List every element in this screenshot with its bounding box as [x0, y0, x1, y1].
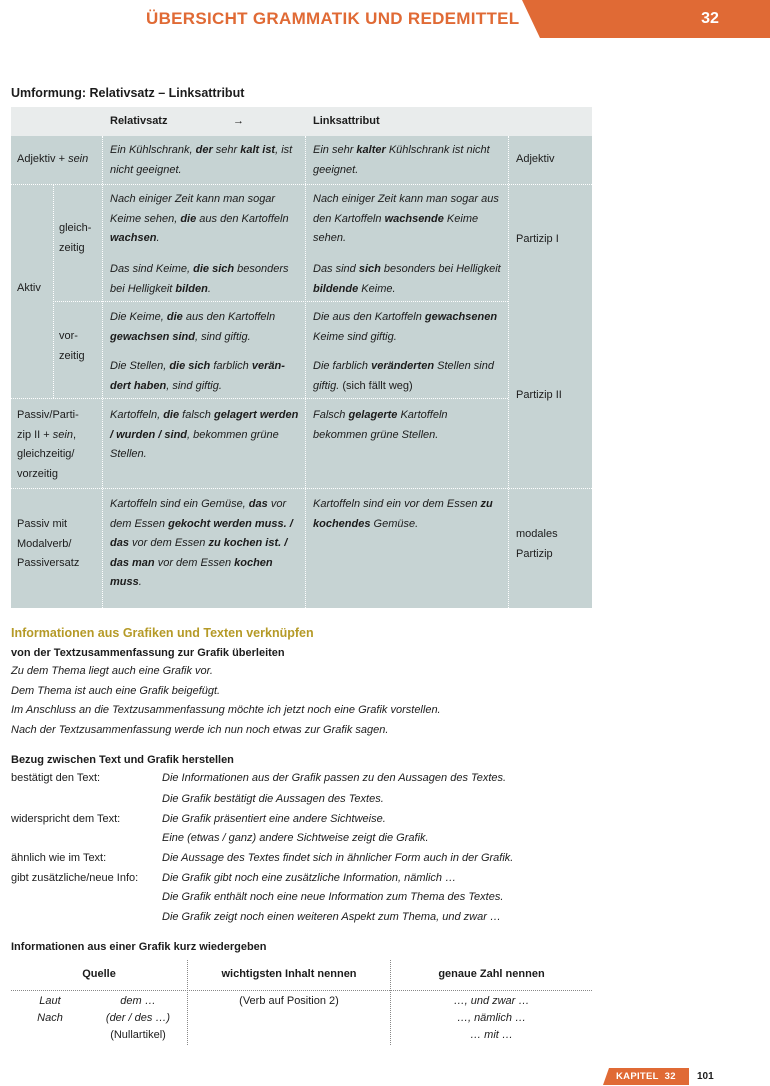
divider [11, 488, 592, 489]
quelle-nullartikel: (Nullartikel) [110, 1029, 166, 1041]
divider [305, 136, 306, 608]
section-title-umformung: Umformung: Relativsatz – Linksattribut [11, 86, 245, 100]
zahl-naemlich: …, nämlich … [456, 1012, 527, 1024]
modal-relativsatz: Kartoffeln sind ein Gemüse, das vor dem Essen gekocht werden muss. / das vor dem Essen zu kochen ist. / das man vor dem Essen kochen muss. [110, 498, 293, 588]
adjektiv-linksattribut: Ein sehr kalter Kühlschrank ist nicht geeignet. [313, 144, 490, 176]
subheading-wiedergeben: Informationen aus einer Grafik kurz wiedergeben [11, 941, 267, 953]
vorzeitig-linksattribut-1: Die aus den Kartoffeln gewachsenen Keime sind giftig. [313, 311, 498, 343]
gleichzeitig-relativsatz-2: Das sind Keime, die sich besonders bei Helligkeit bilden. [110, 263, 289, 295]
bezug-label: ähnlich wie im Text: [11, 852, 107, 864]
quelle-der-des: (der / des …) [105, 1012, 171, 1024]
divider [53, 301, 508, 302]
gleichzeitig-linksattribut-2: Das sind sich besonders bei Helligkeit bildende Keime. [313, 263, 501, 295]
row-label-gleichzeitig: gleich- zeitig [59, 222, 92, 254]
modal-type: modales Partizip [516, 528, 558, 560]
header-band [522, 0, 770, 38]
bezug-label: widerspricht dem Text: [11, 813, 121, 825]
header-arrow: → [233, 115, 244, 127]
bezug-phrase: Die Grafik zeigt noch einen weiteren Aspekt zum Thema, und zwar … [162, 911, 501, 923]
divider [11, 184, 592, 185]
vorzeitig-linksattribut-2: Die farblich veränderten Stellen sind giftig. (sich fällt weg) [313, 360, 494, 392]
quelle-nach: Nach [37, 1012, 63, 1024]
divider [53, 184, 54, 398]
adjektiv-relativsatz: Ein Kühlschrank, der sehr kalt ist, ist nicht geeignet. [110, 144, 293, 176]
table-header-row [11, 107, 592, 136]
bezug-label: bestätigt den Text: [11, 772, 101, 784]
vorzeitig-relativsatz-2: Die Stellen, die sich farblich verän-dert haben, sind giftig. [110, 360, 285, 392]
zahl-header: genaue Zahl nennen [438, 968, 545, 980]
quelle-dem: dem … [120, 995, 156, 1007]
page-number: 101 [697, 1071, 714, 1082]
quelle-laut: Laut [39, 995, 61, 1007]
divider [102, 136, 103, 608]
subheading-bezug: Bezug zwischen Text und Grafik herstellen [11, 754, 234, 766]
row-label-adjektiv: Adjektiv + sein [17, 153, 89, 165]
bezug-phrase: Die Grafik gibt noch eine zusätzliche Information, nämlich … [162, 872, 457, 884]
gleichzeitig-relativsatz-1: Nach einiger Zeit kann man sogar Keime sehen, die aus den Kartoffeln wachsen. [110, 193, 289, 244]
gleichzeitig-linksattribut-1: Nach einiger Zeit kann man sogar aus den Kartoffeln wachsende Keime sehen. [313, 193, 499, 244]
partizip-1-label: Partizip I [516, 233, 559, 245]
phrase-line: Im Anschluss an die Textzusammenfassung möchte ich jetzt noch eine Grafik vorstellen. [11, 704, 441, 716]
row-label-aktiv: Aktiv [17, 282, 41, 294]
phrase-line: Dem Thema ist auch eine Grafik beigefügt. [11, 685, 221, 697]
grammar-table [11, 107, 592, 608]
adjektiv-type: Adjektiv [516, 153, 555, 165]
zahl-und-zwar: …, und zwar … [453, 995, 530, 1007]
bezug-phrase: Eine (etwas / ganz) andere Sichtweise zeigt die Grafik. [162, 832, 429, 844]
section-title-grafiken: Informationen aus Grafiken und Texten verknüpfen [11, 626, 314, 640]
divider [11, 398, 508, 399]
bezug-phrase: Die Grafik enthält noch eine neue Information zum Thema des Textes. [162, 891, 504, 903]
bezug-phrase: Die Grafik bestätigt die Aussagen des Textes. [162, 793, 384, 805]
zahl-mit: … mit … [470, 1029, 513, 1041]
bezug-label: gibt zusätzliche/neue Info: [11, 872, 139, 884]
phrase-line: Nach der Textzusammenfassung werde ich nun noch etwas zur Grafik sagen. [11, 724, 389, 736]
partizip-2-label: Partizip II [516, 389, 562, 401]
page-header-title: ÜBERSICHT GRAMMATIK UND REDEMITTEL [146, 9, 520, 28]
header-relativsatz: Relativsatz [110, 115, 168, 127]
bezug-phrase: Die Grafik präsentiert eine andere Sichtweise. [162, 813, 386, 825]
bezug-phrase: Die Informationen aus der Grafik passen zu den Aussagen des Textes. [162, 772, 507, 784]
row-label-modal: Passiv mit Modalverb/ Passiversatz [17, 518, 80, 569]
divider [11, 990, 592, 991]
passiv-linksattribut: Falsch gelagerte Kartoffeln bekommen grüne Stellen. [313, 409, 448, 441]
passiv-relativsatz: Kartoffeln, die falsch gelagert werden / wurden / sind, bekommen grüne Stellen. [110, 409, 299, 460]
inhalt-header: wichtigsten Inhalt nennen [221, 968, 357, 980]
modal-linksattribut: Kartoffeln sind ein vor dem Essen zu kochendes Gemüse. [313, 498, 493, 530]
footer-chapter-label: KAPITEL 32 [616, 1071, 676, 1082]
chapter-number-badge: 32 [701, 10, 719, 27]
bezug-phrase: Die Aussage des Textes findet sich in ähnlicher Form auch in der Grafik. [162, 852, 514, 864]
divider [508, 136, 509, 608]
row-label-passiv: Passiv/Parti- zip II + sein, gleichzeitig/ vorzeitig [17, 409, 79, 480]
row-label-vorzeitig: vor- zeitig [59, 330, 85, 362]
subheading-ueberleiten: von der Textzusammenfassung zur Grafik überleiten [11, 647, 285, 659]
inhalt-verb: (Verb auf Position 2) [239, 995, 339, 1007]
vorzeitig-relativsatz-1: Die Keime, die aus den Kartoffeln gewachsen sind, sind giftig. [110, 311, 276, 343]
header-linksattribut: Linksattribut [313, 115, 380, 127]
phrase-line: Zu dem Thema liegt auch eine Grafik vor. [11, 665, 213, 677]
quelle-header: Quelle [82, 968, 116, 980]
